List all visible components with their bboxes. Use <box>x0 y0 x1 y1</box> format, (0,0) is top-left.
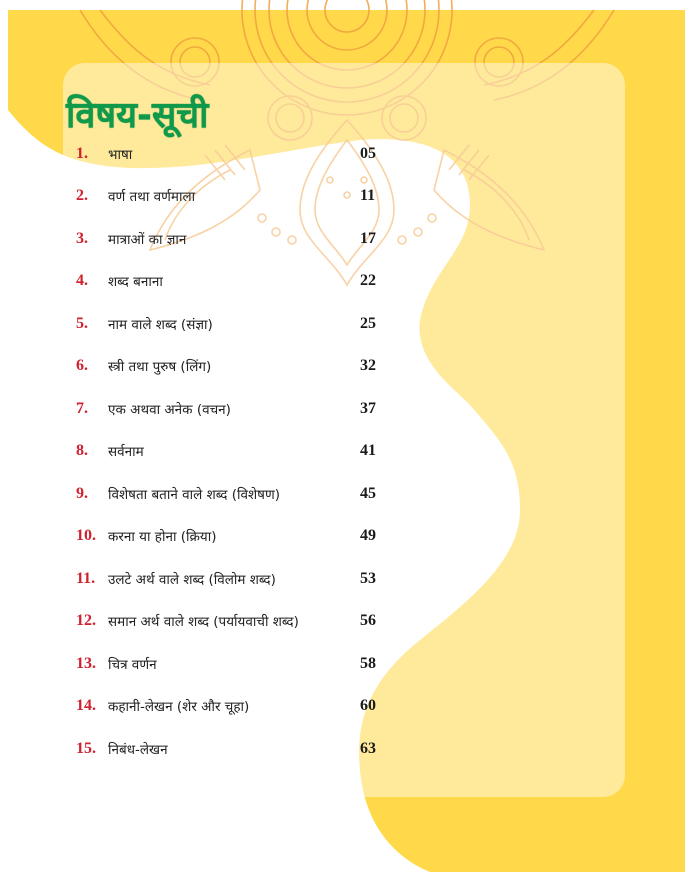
chapter-title: विशेषता बताने वाले शब्द (विशेषण) <box>108 487 281 503</box>
chapter-number: 5. <box>76 315 88 332</box>
page-number: 56 <box>360 612 376 629</box>
page-number: 58 <box>360 655 376 672</box>
chapter-title: निबंध-लेखन <box>108 742 168 758</box>
chapter-number: 6. <box>76 357 88 374</box>
chapter-number: 2. <box>76 187 88 204</box>
chapter-title: भाषा <box>108 147 133 163</box>
chapter-number: 15. <box>76 740 96 757</box>
toc-row[interactable] <box>0 187 694 211</box>
chapter-number: 1. <box>76 145 88 162</box>
page-number: 53 <box>360 570 376 587</box>
page-number: 22 <box>360 272 376 289</box>
page-number: 32 <box>360 357 376 374</box>
page-number: 60 <box>360 697 376 714</box>
chapter-number: 13. <box>76 655 96 672</box>
chapter-title: करना या होना (क्रिया) <box>108 529 217 545</box>
page-number: 17 <box>360 230 376 247</box>
chapter-title: उलटे अर्थ वाले शब्द (विलोम शब्द) <box>108 572 276 588</box>
toc-row[interactable] <box>0 655 694 679</box>
chapter-number: 7. <box>76 400 88 417</box>
chapter-number: 11. <box>76 570 96 587</box>
toc-row[interactable] <box>0 145 694 169</box>
page-number: 37 <box>360 400 376 417</box>
chapter-number: 12. <box>76 612 96 629</box>
page-title: विषय-सूची <box>66 95 209 137</box>
chapter-title: समान अर्थ वाले शब्द (पर्यायवाची शब्द) <box>108 614 299 630</box>
toc-row[interactable] <box>0 357 694 381</box>
chapter-title: मात्राओं का ज्ञान <box>108 232 187 248</box>
page-number: 63 <box>360 740 376 757</box>
toc-row[interactable] <box>0 442 694 466</box>
page-number: 25 <box>360 315 376 332</box>
toc-row[interactable] <box>0 697 694 721</box>
page-number: 05 <box>360 145 376 162</box>
chapter-title: सर्वनाम <box>108 444 144 460</box>
chapter-number: 4. <box>76 272 88 289</box>
chapter-title: एक अथवा अनेक (वचन) <box>108 402 231 418</box>
chapter-number: 10. <box>76 527 96 544</box>
toc-row[interactable] <box>0 230 694 254</box>
toc-row[interactable] <box>0 527 694 551</box>
toc-row[interactable] <box>0 272 694 296</box>
toc-row[interactable] <box>0 400 694 424</box>
chapter-number: 3. <box>76 230 88 247</box>
page-number: 41 <box>360 442 376 459</box>
chapter-title: स्त्री तथा पुरुष (लिंग) <box>108 359 212 375</box>
chapter-title: नाम वाले शब्द (संज्ञा) <box>108 317 213 333</box>
contents-panel <box>63 63 625 797</box>
chapter-title: वर्ण तथा वर्णमाला <box>108 189 196 205</box>
chapter-title: शब्द बनाना <box>108 274 163 290</box>
chapter-title: कहानी-लेखन (शेर और चूहा) <box>108 699 250 715</box>
chapter-title: चित्र वर्णन <box>108 657 157 673</box>
toc-row[interactable] <box>0 612 694 636</box>
chapter-number: 8. <box>76 442 88 459</box>
chapter-number: 14. <box>76 697 96 714</box>
toc-row[interactable] <box>0 485 694 509</box>
page-number: 45 <box>360 485 376 502</box>
chapter-number: 9. <box>76 485 88 502</box>
page-number: 11 <box>360 187 376 204</box>
toc-row[interactable] <box>0 315 694 339</box>
page-number: 49 <box>360 527 376 544</box>
toc-row[interactable] <box>0 740 694 764</box>
toc-row[interactable] <box>0 570 694 594</box>
